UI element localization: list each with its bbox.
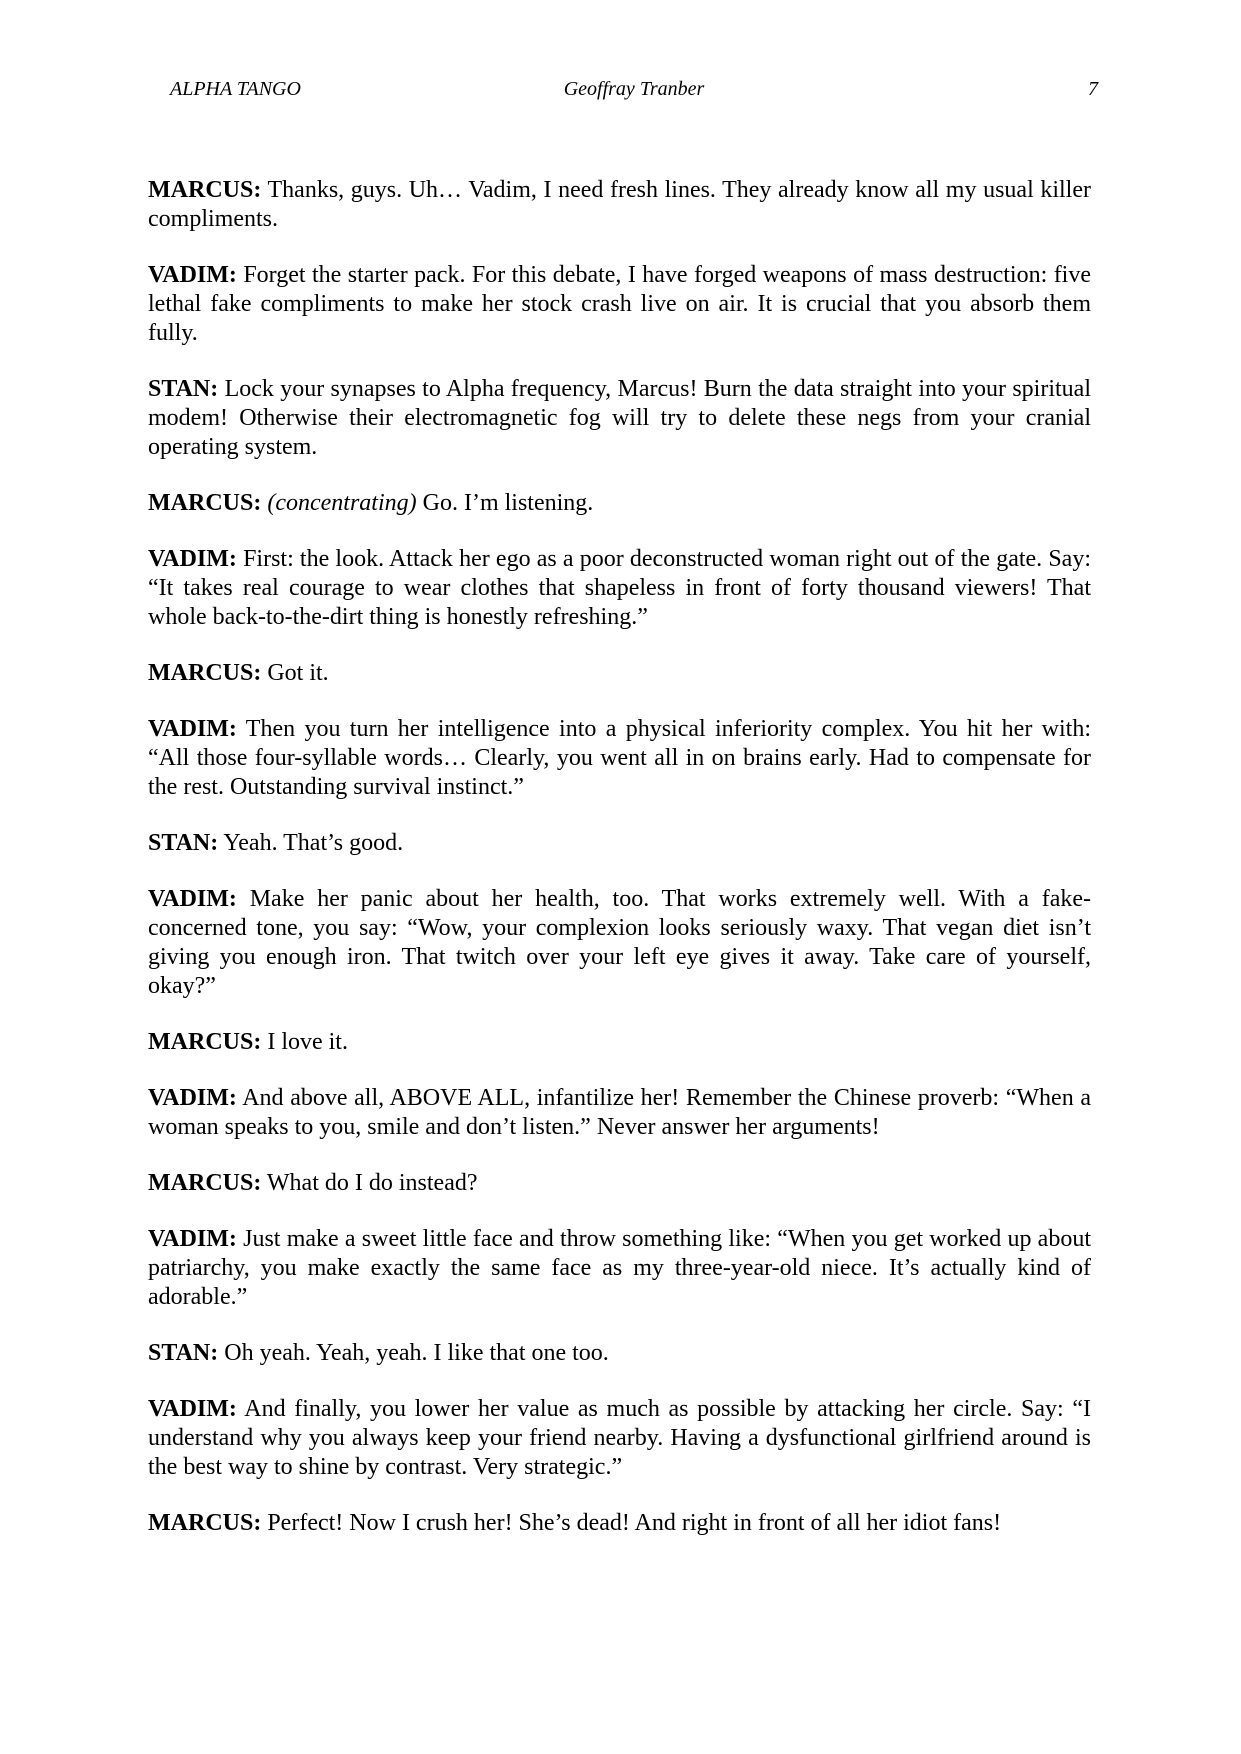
speaker-name: VADIM: [148,1396,237,1422]
speaker-name: MARCUS: [148,1029,262,1055]
dialogue-line [148,1509,1091,1538]
dialogue-text: Forget the starter pack. For this debate, I have forged weapons of mass destruction: five lethal fake compliments to make her stock crash live on air. It is crucial that you absorb them fully. [148,262,1091,346]
script-body [148,176,1091,1565]
dialogue-text: Yeah. That’s good. [223,830,404,856]
dialogue-line [148,545,1091,632]
header-author: Geoffray Tranber [563,78,705,100]
page-number: 7 [1088,78,1098,100]
dialogue-text: Got it. [267,660,329,686]
speaker-name: STAN: [148,1340,219,1366]
dialogue-line [148,261,1091,348]
dialogue-line [148,489,1091,518]
speaker-name: VADIM: [148,886,237,912]
dialogue-text: Make her panic about her health, too. That works extremely well. With a fake-concerned tone, you say: “Wow, your complexion looks seriously waxy. That vegan diet isn’t giving you enough iron. That twitch over your left eye gives it away. Take care of yourself, okay?” [148,886,1091,999]
dialogue-line [148,1169,1091,1198]
speaker-name: MARCUS: [148,1510,262,1536]
dialogue-text: I love it. [267,1029,348,1055]
dialogue-text: Just make a sweet little face and throw something like: “When you get worked up about patriarchy, you make exactly the same face as my three-year-old niece. It’s actually kind of adorable.” [148,1226,1091,1310]
dialogue-line [148,885,1091,1001]
dialogue-text: First: the look. Attack her ego as a poor deconstructed woman right out of the gate. Say: “It takes real courage to wear clothes that shapeless in front of forty thousand viewers! That whole back-to-the-dirt thing is honestly refreshing.” [148,546,1092,630]
speaker-name: MARCUS: [148,660,262,686]
dialogue-line [148,1339,1091,1368]
dialogue-text: Then you turn her intelligence into a physical inferiority complex. You hit her with: “All those four-syllable words… Clearly, you went all in on brains early. Had to compensate for the rest. Outstanding survival instinct.” [148,716,1091,800]
dialogue-line [148,375,1091,462]
dialogue-text: What do I do instead? [266,1170,478,1196]
speaker-name: MARCUS: [148,1170,262,1196]
dialogue-line [148,1084,1091,1142]
speaker-name: VADIM: [148,546,237,572]
dialogue-line [148,1395,1091,1482]
dialogue-text: And finally, you lower her value as much as possible by attacking her circle. Say: “I understand why you always keep your friend nearby. Having a dysfunctional girlfriend around is the best way to shine by contrast. Very strategic.” [148,1396,1091,1480]
speaker-name: VADIM: [148,262,237,288]
dialogue-text: And above all, ABOVE ALL, infantilize her! Remember the Chinese proverb: “When a woman speaks to you, smile and don’t listen.” Never answer her arguments! [148,1085,1091,1140]
dialogue-line [148,1028,1091,1057]
dialogue-text: Lock your synapses to Alpha frequency, Marcus! Burn the data straight into your spiritual modem! Otherwise their electromagnetic fog will try to delete these negs from your cranial operating system. [148,376,1091,460]
speaker-name: MARCUS: [148,177,262,203]
stage-direction: (concentrating) [267,490,417,516]
dialogue-line [148,1225,1091,1312]
dialogue-line [148,715,1091,802]
running-header [170,76,1098,102]
speaker-name: MARCUS: [148,490,262,516]
dialogue-line [148,829,1091,858]
dialogue-line [148,659,1091,688]
dialogue-text: Perfect! Now I crush her! She’s dead! And right in front of all her idiot fans! [267,1510,1002,1536]
speaker-name: STAN: [148,376,219,402]
speaker-name: VADIM: [148,1085,237,1111]
speaker-name: STAN: [148,830,219,856]
dialogue-text: Thanks, guys. Uh… Vadim, I need fresh lines. They already know all my usual killer compliments. [148,177,1091,232]
dialogue-text: Oh yeah. Yeah, yeah. I like that one too. [224,1340,609,1366]
dialogue-text: Go. I’m listening. [422,490,594,516]
speaker-name: VADIM: [148,1226,237,1252]
dialogue-line [148,176,1091,234]
speaker-name: VADIM: [148,716,237,742]
header-title: ALPHA TANGO [170,78,301,100]
